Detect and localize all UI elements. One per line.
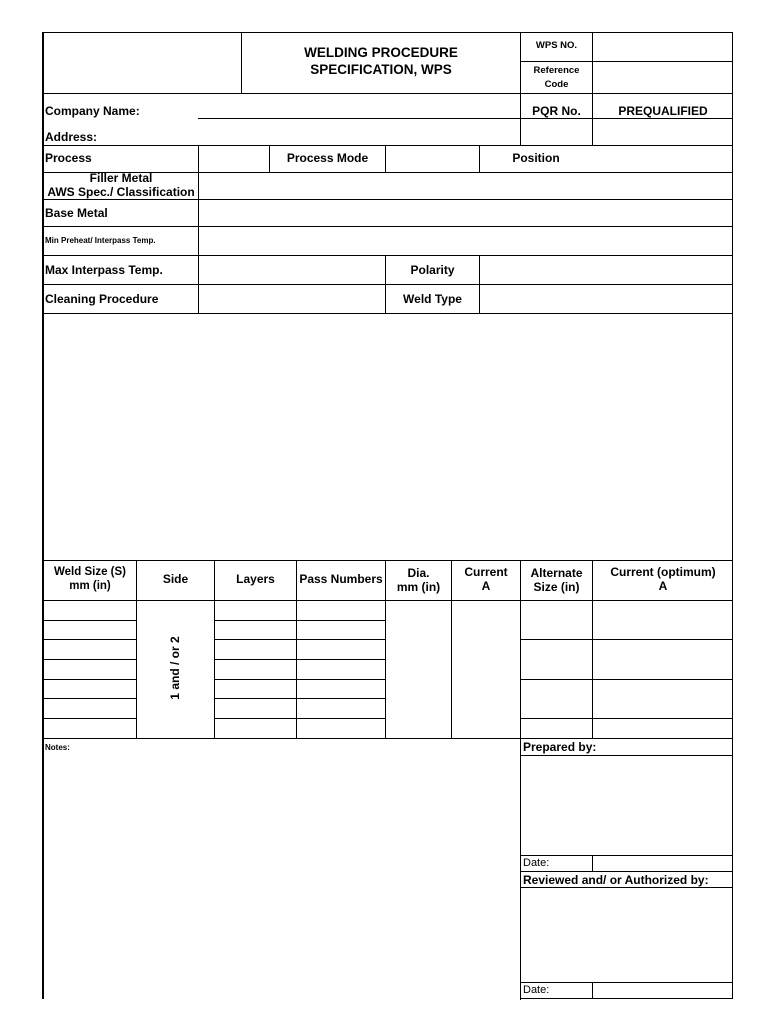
- form-title-line2: SPECIFICATION, WPS: [310, 62, 452, 77]
- weld-size-header-line1: Weld Size (S): [54, 566, 126, 578]
- reference-code-label: [521, 64, 592, 92]
- header-bottom-line: [42, 93, 733, 94]
- form-title-line1: WELDING PROCEDURE: [304, 45, 458, 60]
- company-underline: [198, 118, 733, 119]
- reference-code-line2: Code: [544, 79, 569, 90]
- pqr-no-label: PQR No.: [532, 104, 581, 118]
- layer-row-line: [214, 698, 385, 699]
- process-label: Process: [45, 151, 92, 165]
- table-bottom-line: [42, 738, 733, 739]
- base-metal-bottom-line: [42, 226, 733, 227]
- filler-metal-line1: Filler Metal: [89, 171, 153, 185]
- process-divider-3: [385, 145, 386, 172]
- reviewed-underline: [520, 887, 733, 888]
- layer-row-line: [214, 639, 385, 640]
- reviewed-by-label: Reviewed and/ or Authorized by:: [523, 873, 709, 887]
- current-optimum-header: [593, 565, 733, 593]
- cleaning-procedure-label: Cleaning Procedure: [45, 292, 159, 306]
- current-optimum-header-line1: Current (optimum): [610, 565, 716, 579]
- current-optimum-header-line2: A: [658, 579, 668, 593]
- weld-row-line: [42, 659, 136, 660]
- company-name-label: Company Name:: [45, 104, 140, 118]
- current-header: [452, 565, 520, 593]
- date2-label: Date:: [523, 984, 550, 996]
- wps-no-divider: [520, 61, 733, 62]
- process-mode-label: Process Mode: [286, 151, 369, 165]
- layer-row-line: [214, 718, 385, 719]
- frame-bottom-border: [520, 998, 733, 999]
- reviewed-top-line: [520, 871, 733, 872]
- alternate-header: [521, 566, 592, 594]
- weld-size-header: [44, 565, 136, 593]
- filler-metal-label: [44, 171, 198, 199]
- pass-numbers-header: Pass Numbers: [299, 572, 383, 586]
- dia-header-line2: mm (in): [396, 580, 441, 594]
- date2-divider: [592, 982, 593, 999]
- interpass-bottom-line: [42, 284, 733, 285]
- dia-header: [386, 566, 451, 594]
- address-label: Address:: [45, 130, 98, 144]
- current-header-line2: A: [481, 579, 491, 593]
- prepared-by-underline: [520, 755, 733, 756]
- weld-row-line: [42, 718, 136, 719]
- cleaning-bottom-line: [42, 313, 733, 314]
- base-metal-label: Base Metal: [45, 206, 108, 220]
- table-col-6: [520, 560, 521, 1000]
- min-preheat-label: Min Preheat/ Interpass Temp.: [45, 236, 156, 245]
- position-label: Position: [512, 151, 560, 165]
- alternate-row-line: [520, 679, 733, 680]
- date1-divider: [592, 855, 593, 871]
- table-col-2: [214, 560, 215, 738]
- side-header: Side: [162, 572, 189, 586]
- table-col-3: [296, 560, 297, 738]
- preheat-bottom-line: [42, 255, 733, 256]
- alternate-row-line: [520, 639, 733, 640]
- address-bottom-line: [42, 145, 733, 146]
- frame-right-border: [732, 32, 733, 999]
- reference-code-line1: Reference: [533, 65, 580, 76]
- wps-no-label: WPS NO.: [535, 40, 578, 51]
- layer-row-line: [214, 679, 385, 680]
- max-interpass-label: Max Interpass Temp.: [45, 263, 163, 277]
- date2-top-line: [520, 982, 733, 983]
- layer-row-line: [214, 620, 385, 621]
- table-header-bottom-line: [42, 600, 733, 601]
- date1-label: Date:: [523, 857, 550, 869]
- filler-metal-line2: AWS Spec./ Classification: [47, 185, 195, 199]
- alternate-row-line: [520, 718, 733, 719]
- header-divider-3: [592, 32, 593, 146]
- weld-size-header-line2: mm (in): [69, 580, 111, 592]
- weld-row-line: [42, 639, 136, 640]
- form-title: [242, 44, 520, 78]
- date1-top-line: [520, 855, 733, 856]
- notes-label: Notes:: [45, 743, 70, 752]
- side-value: 1 and / or 2: [168, 636, 182, 700]
- polarity-divider-2: [479, 255, 480, 313]
- prepared-by-label: Prepared by:: [523, 740, 597, 754]
- layer-row-line: [214, 659, 385, 660]
- process-divider-1: [198, 145, 199, 313]
- weld-row-line: [42, 620, 136, 621]
- table-col-1: [136, 560, 137, 738]
- weld-type-label: Weld Type: [403, 292, 462, 306]
- filler-bottom-line: [42, 199, 733, 200]
- weld-row-line: [42, 698, 136, 699]
- alternate-header-line2: Size (in): [533, 580, 580, 594]
- pqr-no-value: PREQUALIFIED: [618, 104, 708, 118]
- dia-header-line1: Dia.: [407, 566, 430, 580]
- polarity-label: Polarity: [410, 263, 455, 277]
- table-top-line: [42, 560, 733, 561]
- layers-header: Layers: [236, 572, 275, 586]
- current-header-line1: Current: [464, 565, 508, 579]
- frame-top-border: [42, 32, 733, 33]
- weld-row-line: [42, 679, 136, 680]
- alternate-header-line1: Alternate: [530, 566, 583, 580]
